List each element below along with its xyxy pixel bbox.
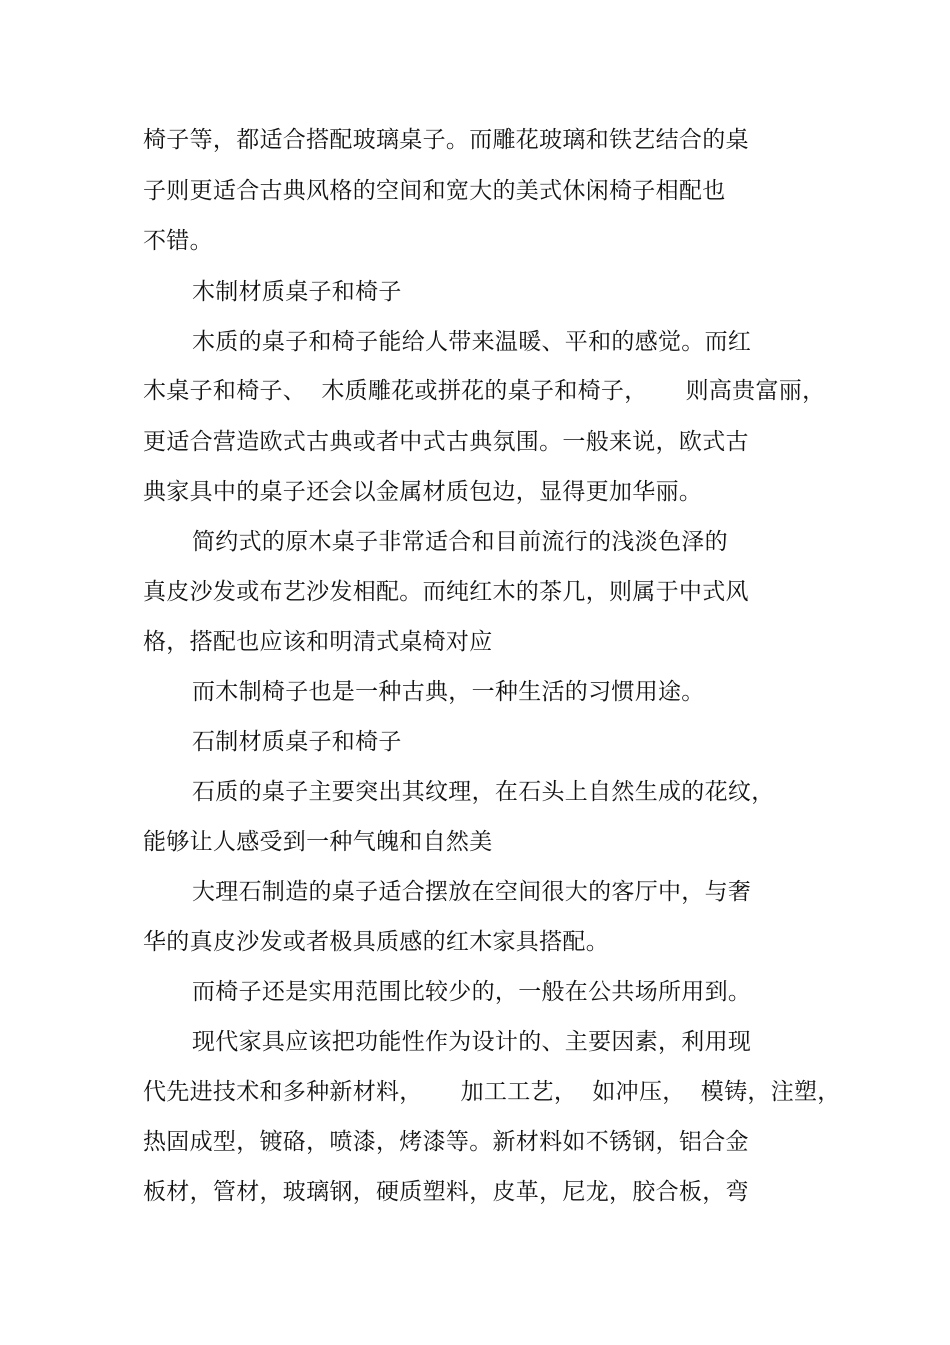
- text-line: 真皮沙发或布艺沙发相配。而纯红木的茶几，则属于中式风: [143, 579, 749, 605]
- text-line: 简约式的原木桌子非常适合和目前流行的浅淡色泽的: [192, 529, 728, 555]
- text-line: 典家具中的桌子还会以金属材质包边，显得更加华丽。: [143, 479, 703, 505]
- text-line: 格，搭配也应该和明清式桌椅对应: [143, 629, 493, 655]
- section-heading: 石制材质桌子和椅子: [192, 729, 402, 755]
- text-line: 板材，管材，玻璃钢，硬质塑料，皮革，尼龙，胶合板，弯: [143, 1179, 749, 1205]
- text-line: 华的真皮沙发或者极具质感的红木家具搭配。: [143, 929, 609, 955]
- text-line: 石质的桌子主要突出其纹理，在石头上自然生成的花纹，: [192, 779, 775, 805]
- text-line: 而椅子还是实用范围比较少的，一般在公共场所用到。: [192, 979, 752, 1005]
- text-line: 子则更适合古典风格的空间和宽大的美式休闲椅子相配也: [143, 178, 726, 204]
- text-line: 热固成型，镀硌，喷漆，烤漆等。新材料如不锈钢，铝合金: [143, 1129, 749, 1155]
- text-line: 代先进技术和多种新材料， 加工工艺， 如冲压， 模铸，注塑，: [143, 1079, 841, 1105]
- text-line: 现代家具应该把功能性作为设计的、主要因素，利用现: [192, 1029, 752, 1055]
- section-heading: 木制材质桌子和椅子: [192, 279, 402, 305]
- text-line: 椅子等，都适合搭配玻璃桌子。而雕花玻璃和铁艺结合的桌: [143, 127, 749, 153]
- text-line: 木质的桌子和椅子能给人带来温暖、平和的感觉。而红: [192, 329, 752, 355]
- text-line: 而木制椅子也是一种古典，一种生活的习惯用途。: [192, 679, 705, 705]
- text-line: 能够让人感受到一种气魄和自然美: [143, 829, 493, 855]
- text-line: 更适合营造欧式古典或者中式古典氛围。一般来说，欧式古: [143, 429, 749, 455]
- text-line: 木桌子和椅子、 木质雕花或拼花的桌子和椅子， 则高贵富丽，: [143, 378, 826, 404]
- text-line: 大理石制造的桌子适合摆放在空间很大的客厅中，与奢: [192, 879, 752, 905]
- text-line: 不错。: [143, 228, 213, 254]
